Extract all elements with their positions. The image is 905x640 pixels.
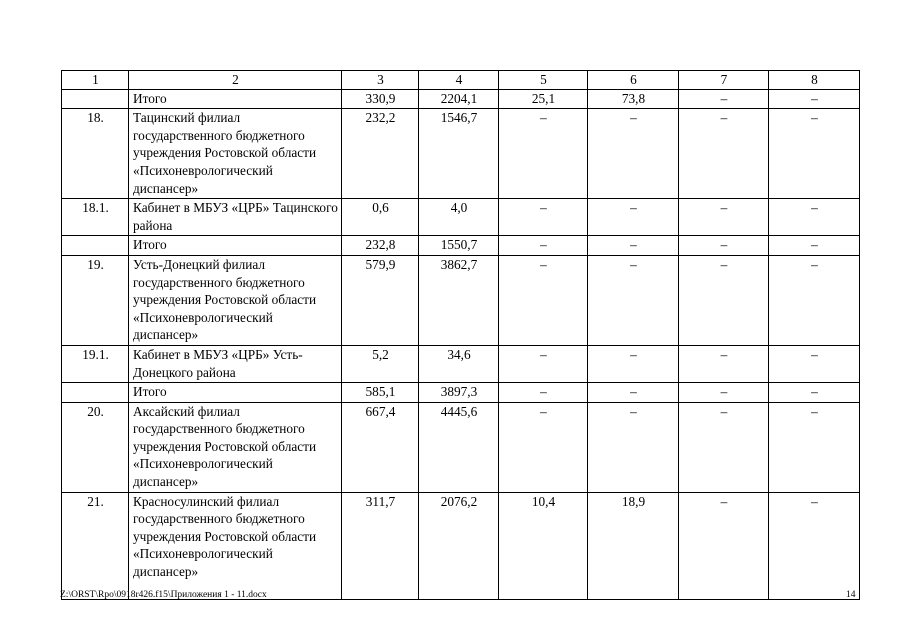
row-name-cell: Красносулинский филиал государственного бюджетного учреждения Ростовской области «Психоневрологический диспансер» [129,492,342,599]
col4-cell: 3862,7 [419,255,499,345]
col4-cell: 1550,7 [419,236,499,256]
row-name-cell: Кабинет в МБУЗ «ЦРБ» Усть-Донецкого района [129,345,342,382]
row-number-cell: 19. [62,255,129,345]
row-number-cell: 18.1. [62,199,129,236]
row-name-cell: Тацинский филиал государственного бюджетного учреждения Ростовской области «Психоневрологический диспансер» [129,109,342,199]
col3-cell: 667,4 [342,402,419,492]
col7-cell: – [679,236,769,256]
header-cell-7: 7 [679,71,769,90]
col7-cell: – [679,402,769,492]
col6-cell: – [588,345,679,382]
col5-cell: – [499,345,588,382]
col4-cell: 1546,7 [419,109,499,199]
col8-cell: – [769,199,860,236]
table-row [62,402,860,492]
col3-cell: 0,6 [342,199,419,236]
col6-cell: – [588,236,679,256]
col8-cell: – [769,89,860,109]
header-cell-5: 5 [499,71,588,90]
row-name-cell: Итого [129,89,342,109]
table-row [62,199,860,236]
col6-cell: – [588,402,679,492]
col8-cell: – [769,383,860,403]
col5-cell: 10,4 [499,492,588,599]
col8-cell: – [769,402,860,492]
row-number-cell: 19.1. [62,345,129,382]
col6-cell: – [588,383,679,403]
row-number-cell: 21. [62,492,129,599]
col6-cell: 18,9 [588,492,679,599]
data-table [61,70,860,600]
col8-cell: – [769,109,860,199]
col3-cell: 579,9 [342,255,419,345]
table-row [62,383,860,403]
col7-cell: – [679,109,769,199]
table-row [62,236,860,256]
col3-cell: 5,2 [342,345,419,382]
table-body [62,71,860,600]
col4-cell: 2204,1 [419,89,499,109]
header-cell-2: 2 [129,71,342,90]
header-cell-8: 8 [769,71,860,90]
col7-cell: – [679,199,769,236]
col4-cell: 2076,2 [419,492,499,599]
col5-cell: 25,1 [499,89,588,109]
col3-cell: 330,9 [342,89,419,109]
table-row [62,345,860,382]
col5-cell: – [499,402,588,492]
col3-cell: 585,1 [342,383,419,403]
col7-cell: – [679,492,769,599]
col5-cell: – [499,383,588,403]
col8-cell: – [769,492,860,599]
col3-cell: 232,2 [342,109,419,199]
col4-cell: 3897,3 [419,383,499,403]
col7-cell: – [679,255,769,345]
header-cell-3: 3 [342,71,419,90]
col5-cell: – [499,199,588,236]
col6-cell: – [588,109,679,199]
col5-cell: – [499,236,588,256]
row-name-cell: Аксайский филиал государственного бюджетного учреждения Ростовской области «Психоневрологический диспансер» [129,402,342,492]
footer-file-path: Z:\ORST\Rpo\0918r426.f15\Приложения 1 - 11.docx [60,590,267,600]
row-number-cell: 20. [62,402,129,492]
col5-cell: – [499,109,588,199]
header-cell-1: 1 [62,71,129,90]
col4-cell: 34,6 [419,345,499,382]
col6-cell: – [588,199,679,236]
page-number: 14 [846,590,856,600]
header-cell-6: 6 [588,71,679,90]
row-name-cell: Усть-Донецкий филиал государственного бюджетного учреждения Ростовской области «Психоневрологический диспансер» [129,255,342,345]
col4-cell: 4,0 [419,199,499,236]
header-cell-4: 4 [419,71,499,90]
row-name-cell: Итого [129,383,342,403]
row-name-cell: Кабинет в МБУЗ «ЦРБ» Тацинского района [129,199,342,236]
col7-cell: – [679,89,769,109]
col3-cell: 311,7 [342,492,419,599]
table-row [62,109,860,199]
col5-cell: – [499,255,588,345]
row-number-cell [62,383,129,403]
row-name-cell: Итого [129,236,342,256]
table-row [62,255,860,345]
row-number-cell [62,236,129,256]
col8-cell: – [769,255,860,345]
table-row [62,89,860,109]
col4-cell: 4445,6 [419,402,499,492]
col6-cell: 73,8 [588,89,679,109]
row-number-cell [62,89,129,109]
table-row [62,492,860,599]
row-number-cell: 18. [62,109,129,199]
col8-cell: – [769,236,860,256]
col7-cell: – [679,383,769,403]
table-header-row [62,71,860,90]
col6-cell: – [588,255,679,345]
col7-cell: – [679,345,769,382]
col8-cell: – [769,345,860,382]
col3-cell: 232,8 [342,236,419,256]
